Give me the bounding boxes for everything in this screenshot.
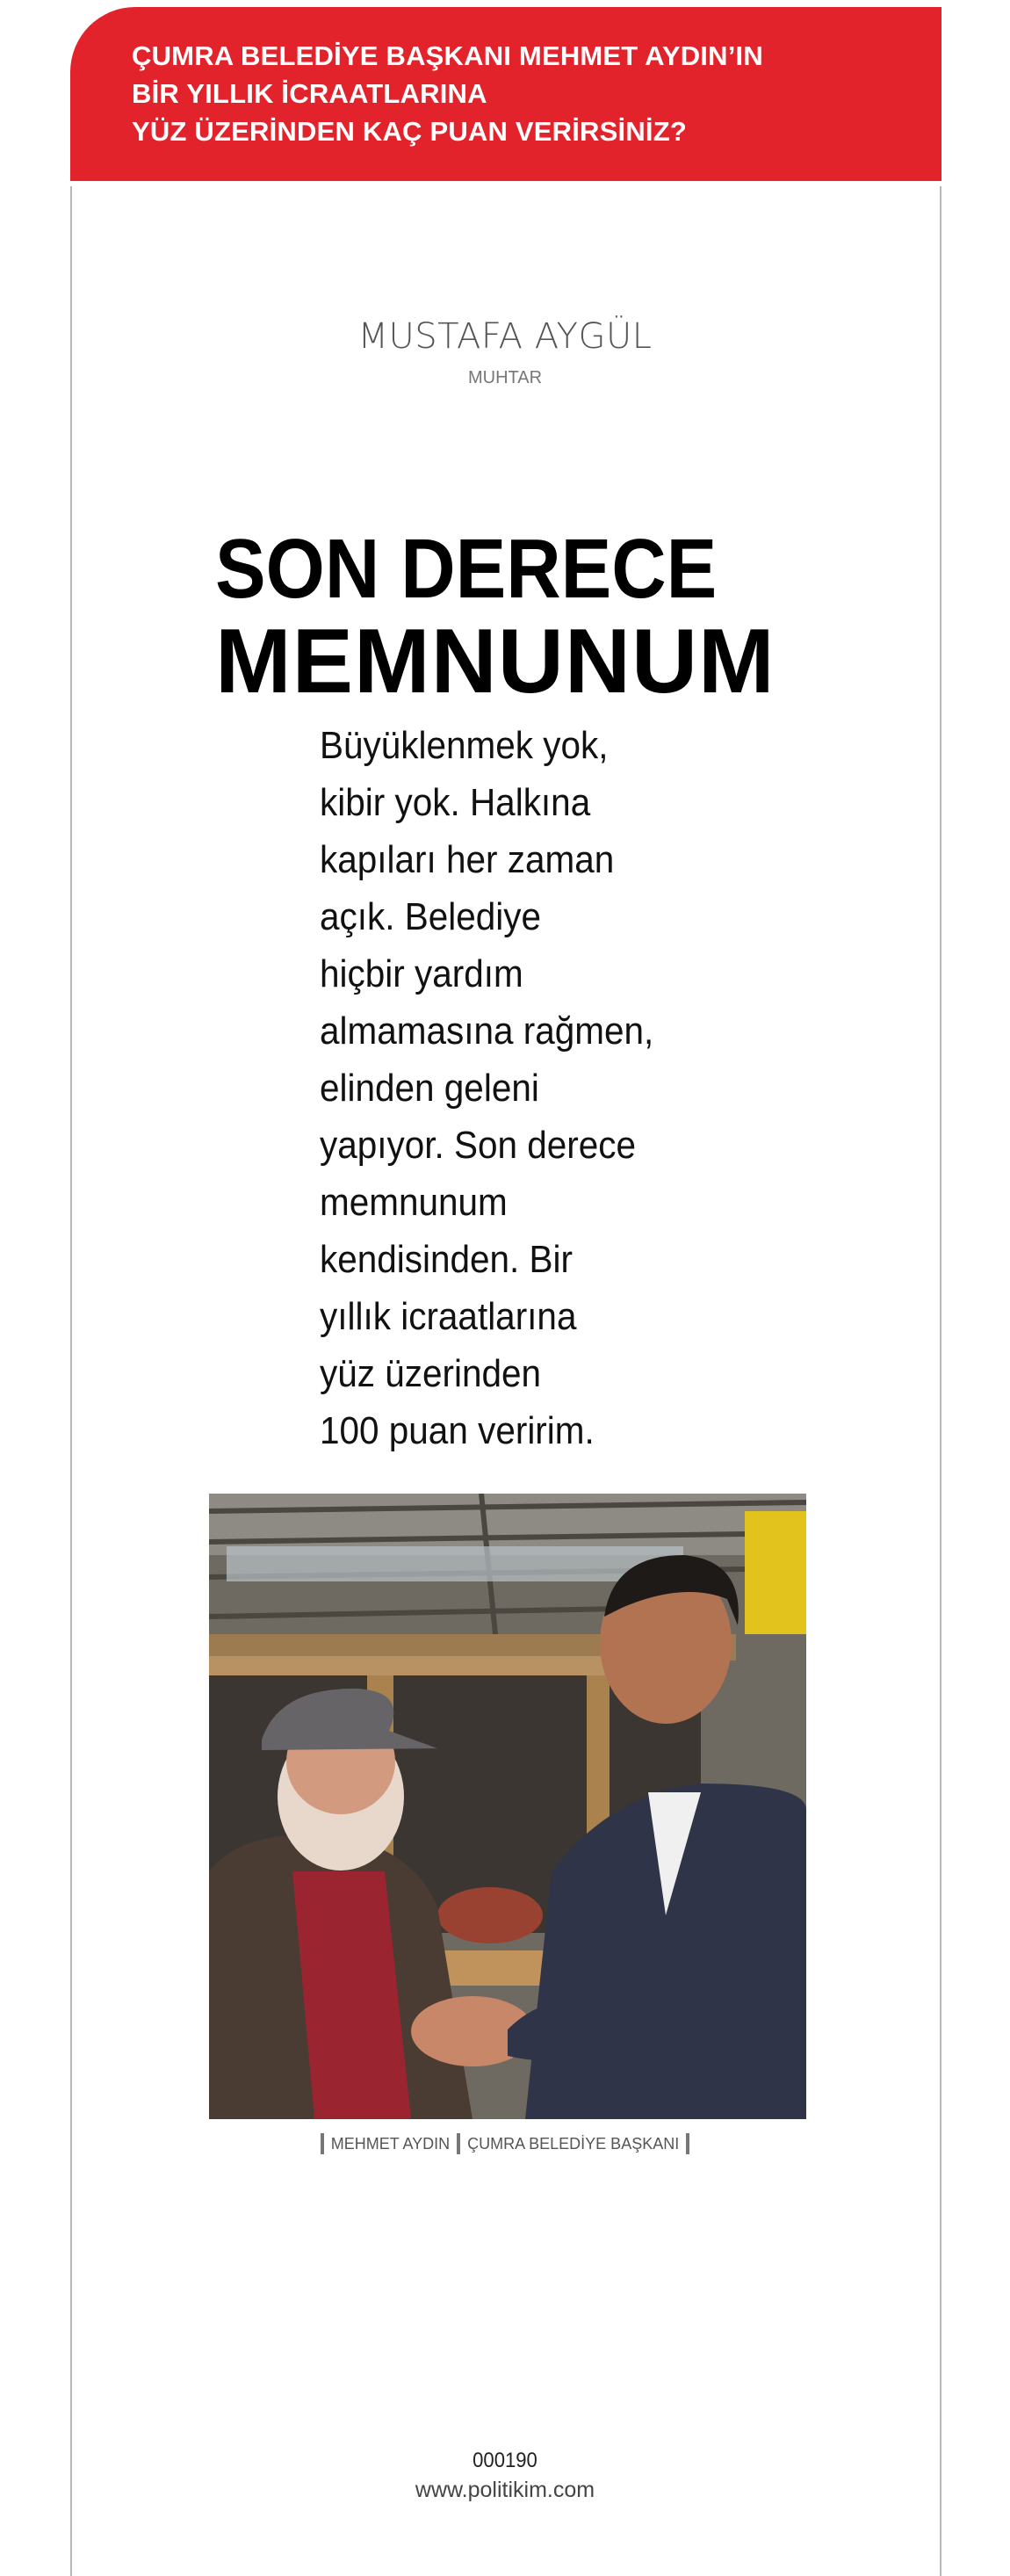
quote-line: memnunum <box>320 1181 508 1224</box>
quote-line: yüz üzerinden <box>320 1352 542 1395</box>
quote-line: 100 puan veririm. <box>320 1409 595 1452</box>
photo-sign <box>745 1511 806 1634</box>
caption-divider <box>321 2133 324 2154</box>
photo-bread <box>437 1887 543 1943</box>
header-line-1: ÇUMRA BELEDİYE BAŞKANI MEHMET AYDIN’IN <box>132 40 763 71</box>
headline-line-1: SON DERECE <box>215 522 718 616</box>
quote-line: kapıları her zaman <box>320 838 615 881</box>
header-line-3: YÜZ ÜZERİNDEN KAÇ PUAN VERİRSİNİZ? <box>132 116 687 147</box>
caption-divider <box>686 2133 689 2154</box>
quote-line: kendisinden. Bir <box>320 1238 574 1281</box>
footer-page-code: 000190 <box>473 2449 537 2472</box>
caption-divider <box>457 2133 460 2154</box>
photo-caption <box>0 2133 1010 2154</box>
quote-text <box>320 717 776 1459</box>
header-line-2: BİR YILLIK İCRAATLARINA <box>132 78 487 109</box>
quote-line: açık. Belediye <box>320 895 542 938</box>
photo-skylight <box>227 1546 683 1581</box>
photo-illustration <box>209 1494 806 2119</box>
quote-line: yıllık icraatlarına <box>320 1295 577 1338</box>
header-banner <box>70 7 941 181</box>
quote-line: kibir yok. Halkına <box>320 781 591 824</box>
caption-name: MEHMET AYDIN <box>330 2135 451 2153</box>
person-name: MUSTAFA AYGÜL <box>357 316 653 357</box>
caption-role: ÇUMRA BELEDİYE BAŞKANI <box>467 2135 680 2153</box>
quote-line: hiçbir yardım <box>320 952 523 995</box>
quote-line: almamasına rağmen, <box>320 1009 654 1053</box>
quote-line: yapıyor. Son derece <box>320 1124 637 1167</box>
quote-line: Büyüklenmek yok, <box>320 724 609 767</box>
footer-website[interactable]: www.politikim.com <box>415 2478 595 2502</box>
quote-line: elinden geleni <box>320 1067 539 1110</box>
photo <box>209 1494 806 2119</box>
person-title: MUHTAR <box>467 368 543 387</box>
headline-line-2: MEMNUNUM <box>215 611 776 713</box>
